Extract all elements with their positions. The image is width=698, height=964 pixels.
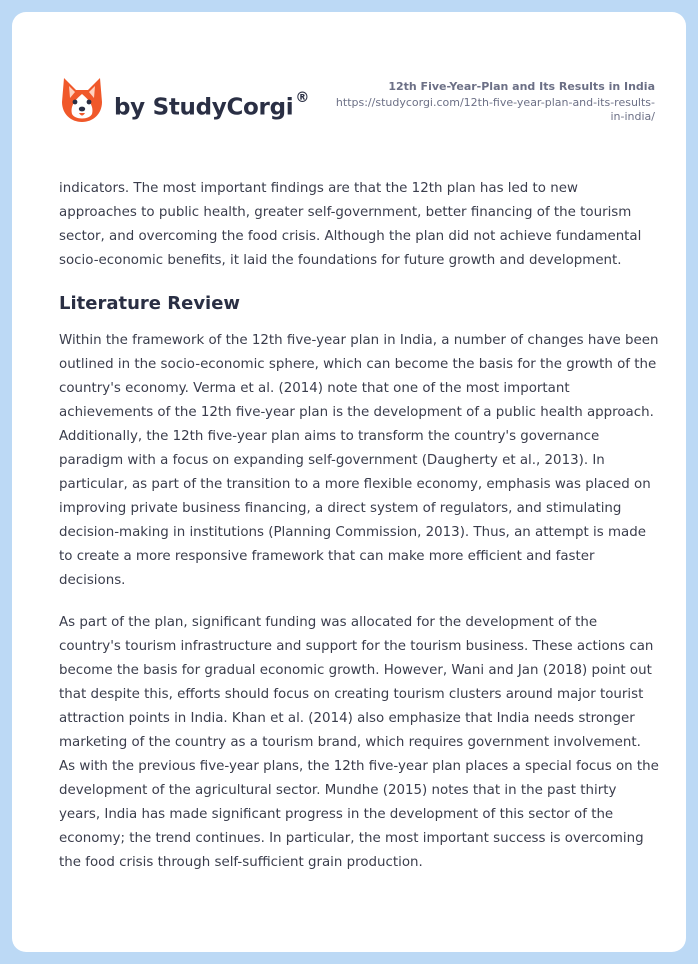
- literature-paragraph-1: Within the framework of the 12th five-year plan in India, a number of changes have been outlined in the socio-economic sphere, which can become the basis for the growth of the country's economy. Verma et al. (2014) note that one of the most important achievements of the 12th five-year plan is the development of a public health approach. Additionally, the 12th five-year plan aims to transform the country's governance paradigm with a focus on expanding self-government (Daugherty et al., 2013). In particular, as part of the transition to a more flexible economy, emphasis was placed on improving private business financing, a direct system of regulators, and stimulating decision-making in institutions (Planning Commission, 2013). Thus, an attempt is made to create a more responsive framework that can make more efficient and faster decisions.: [59, 333, 659, 588]
- document-body: [59, 177, 659, 875]
- document-url-line-2: in-india/: [610, 110, 655, 123]
- registered-mark: ®: [295, 90, 310, 106]
- document-page: [12, 12, 686, 952]
- section-heading: Literature Review: [59, 293, 241, 314]
- intro-paragraph: indicators. The most important findings are that the 12th plan has led to new approaches to public health, greater self-government, better financing of the tourism sector, and overcoming the food crisis. Although the plan did not achieve fundamental socio-economic benefits, it laid the foundations for future growth and development.: [59, 181, 642, 268]
- literature-paragraph-2: As part of the plan, significant funding was allocated for the development of the country's tourism infrastructure and support for the tourism business. These actions can become the basis for gradual economic growth. However, Wani and Jan (2018) point out that despite this, efforts should focus on creating tourism clusters around major tourist attraction points in India. Khan et al. (2014) also emphasize that India needs stronger marketing of the country as a tourism brand, which requires government involvement. As with the previous five-year plans, the 12th five-year plan places a special focus on the development of the agricultural sector. Mundhe (2015) notes that in the past thirty years, India has made significant progress in the development of this sector of the economy; the trend continues. In particular, the most important success is overcoming the food crisis through self-sufficient grain production.: [59, 615, 659, 870]
- page-header: [12, 12, 686, 152]
- document-url[interactable]: [315, 96, 655, 124]
- corgi-logo-icon[interactable]: [60, 76, 104, 124]
- document-meta: [315, 80, 655, 124]
- brand-text: by StudyCorgi: [114, 94, 294, 121]
- document-url-line-1: https://studycorgi.com/12th-five-year-plan-and-its-results-: [335, 96, 655, 109]
- document-title: 12th Five-Year-Plan and Its Results in India: [388, 80, 655, 93]
- brand-name[interactable]: [114, 90, 310, 121]
